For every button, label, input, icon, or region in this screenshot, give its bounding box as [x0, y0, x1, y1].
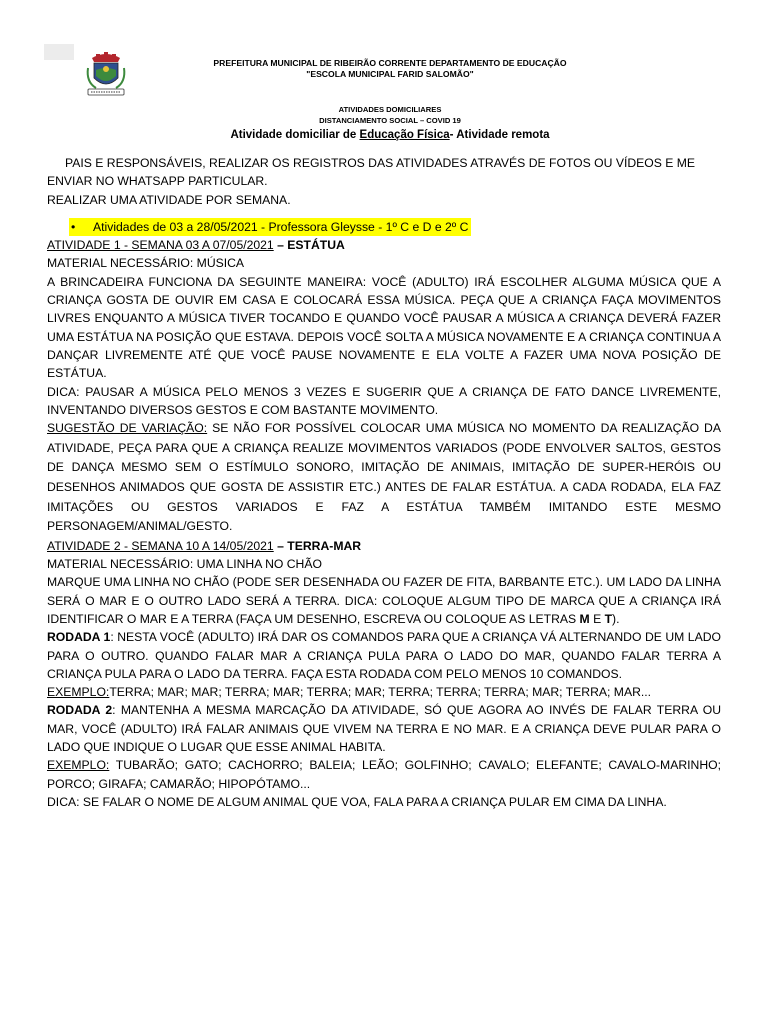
- activity1-heading-week: ATIVIDADE 1 - SEMANA 03 A 07/05/2021: [47, 238, 274, 253]
- page-title: [130, 129, 650, 141]
- activity2-heading-name: TERRA-MAR: [287, 538, 362, 553]
- activity1-variation: [47, 419, 721, 537]
- example2-label: EXEMPLO:: [47, 758, 110, 773]
- activity2-description: [47, 573, 721, 628]
- example1-label: EXEMPLO:: [47, 685, 110, 700]
- description-mid: E: [589, 611, 605, 626]
- frequency-paragraph: REALIZAR UMA ATIVIDADE POR SEMANA.: [47, 192, 291, 207]
- title-suffix: - Atividade remota: [449, 129, 550, 141]
- instructions-paragraph: PAIS E RESPONSÁVEIS, REALIZAR OS REGISTROS DAS ATIVIDADES ATRAVÉS DE FOTOS OU VÍDEOS E ME ENVIAR NO WHATSAPP PARTICULAR.: [47, 156, 696, 189]
- variation-label: SUGESTÃO DE VARIAÇÃO:: [47, 421, 208, 436]
- activity2-heading-sep: –: [273, 538, 288, 553]
- title-prefix: Atividade domiciliar de: [230, 129, 360, 141]
- round1-label: RODADA 1: [47, 630, 111, 645]
- letter-m: M: [579, 611, 590, 626]
- subheader-activities: ATIVIDADES DOMICILIARES: [338, 105, 442, 114]
- municipal-crest-icon: [82, 48, 130, 100]
- round2-text: : MANTENHA A MESMA MARCAÇÃO DA ATIVIDADE, SÓ QUE AGORA AO INVÉS DE FALAR TERRA OU MAR, VOCÊ (ADULTO) IRÁ FALAR ANIMAIS QUE VIVEM NA TERRA E NO MAR. E A CRIANÇA DEVE PULAR PARA O LADO QUE INDIQUE O LUGAR QUE ESSE ANIMAL HABITA.: [47, 703, 722, 754]
- activity2-heading-week: ATIVIDADE 2 - SEMANA 10 A 14/05/2021: [47, 538, 274, 553]
- document-header: [160, 58, 620, 80]
- header-school: "ESCOLA MUNICIPAL FARID SALOMÃO": [306, 69, 474, 79]
- example1-text: TERRA; MAR; MAR; TERRA; MAR; TERRA; MAR; TERRA; TERRA; TERRA; MAR; TERRA; MAR...: [109, 685, 652, 700]
- activity1-heading-sep: –: [273, 238, 288, 253]
- activity2-material: MATERIAL NECESSÁRIO: UMA LINHA NO CHÃO: [47, 557, 322, 572]
- activity2-round1: [47, 628, 721, 683]
- title-subject: Educação Física: [359, 129, 450, 141]
- document-body: [47, 154, 721, 811]
- bullet-icon: •: [71, 219, 76, 234]
- letter-t: T: [604, 611, 613, 626]
- activity2-tip: DICA: SE FALAR O NOME DE ALGUM ANIMAL QUE VOA, FALA PARA A CRIANÇA PULAR EM CIMA DA LINHA.: [47, 794, 667, 809]
- highlight-mark: [69, 218, 471, 236]
- example2-text: TUBARÃO; GATO; CACHORRO; BALEIA; LEÃO; GOLFINHO; CAVALO; ELEFANTE; CAVALO-MARINHO; PORCO; GIRAFA; CAMARÃO; HIPOPÓTAMO...: [47, 758, 721, 791]
- corner-placeholder-box: [44, 44, 74, 60]
- activity1-material: MATERIAL NECESSÁRIO: MÚSICA: [47, 256, 245, 271]
- activity2-example1: [47, 683, 721, 701]
- description-end: ).: [612, 611, 620, 626]
- activity1-description: A BRINCADEIRA FUNCIONA DA SEGUINTE MANEIRA: VOCÊ (ADULTO) IRÁ ESCOLHER ALGUMA MÚSICA QUE A CRIANÇA GOSTA DE OUVIR EM CASA E COLOCARÁ ESSA MÚSICA. PEÇA QUE A CRIANÇA FAÇA MOVIMENTOS LIVRES ENQUANTO A MÚSICA TIVER TOCANDO E QUANDO VOCÊ PAUSAR A MÚSICA A CRIANÇA DEVERÁ FAZER UMA ESTÁTUA NA POSIÇÃO QUE ESTAVA. DEPOIS VOCÊ SOLTA A MÚSICA NOVAMENTE E A CRIANÇA CONTINUA A DANÇAR LIVREMENTE ATÉ QUE VOCÊ PAUSE NOVAMENTE E ELA VOLTE A FAZER UMA NOVA POSIÇÃO DE ESTÁTUA.: [47, 274, 721, 381]
- activity1-tip: DICA: PAUSAR A MÚSICA PELO MENOS 3 VEZES E SUGERIR QUE A CRIANÇA DE FATO DANCE LIVREMENTE, INVENTANDO DIVERSOS GESTOS E COM BASTANTE MOVIMENTO.: [47, 384, 721, 417]
- activity2-heading: [47, 537, 721, 555]
- highlight-text: Atividades de 03 a 28/05/2021 - Professora Gleysse - 1º C e D e 2º C: [93, 219, 469, 234]
- header-department: PREFEITURA MUNICIPAL DE RIBEIRÃO CORRENTE DEPARTAMENTO DE EDUCAÇÃO: [213, 58, 567, 68]
- subheader-distancing: DISTANCIAMENTO SOCIAL – COVID 19: [319, 116, 461, 125]
- highlighted-list-item: [69, 218, 721, 236]
- description-pre: MARQUE UMA LINHA NO CHÃO (PODE SER DESENHADA OU FAZER DE FITA, BARBANTE ETC.). UM LADO DA LINHA SERÁ O MAR E O OUTRO LADO SERÁ A TERRA. DICA: COLOQUE ALGUM TIPO DE MARCA QUE A CRIANÇA IRÁ IDENTIFICAR O MAR E A TERRA (FAÇA UM DESENHO, ESCREVA OU COLOQUE AS LETRAS: [47, 575, 721, 626]
- document-subheader: [160, 104, 620, 126]
- activity1-heading: [47, 236, 721, 254]
- activity2-example2: [47, 756, 721, 793]
- round2-label: RODADA 2: [47, 703, 113, 718]
- activity2-round2: [47, 701, 721, 756]
- round1-text: : NESTA VOCÊ (ADULTO) IRÁ DAR OS COMANDOS PARA QUE A CRIANÇA VÁ ALTERNANDO DE UM LADO PARA O OUTRO. QUANDO FALAR MAR A CRIANÇA PULA PARA O LADO DO MAR, QUANDO FALAR TERRA A CRIANÇA PULA PARA O LADO DA TERRA. FAÇA ESTA RODADA COM PELO MENOS 10 COMANDOS.: [47, 630, 721, 681]
- activity1-heading-name: ESTÁTUA: [287, 238, 345, 253]
- variation-text: SE NÃO FOR POSSÍVEL COLOCAR UMA MÚSICA NO MOMENTO DA REALIZAÇÃO DA ATIVIDADE, PEÇA PARA QUE A CRIANÇA REALIZE MOVIMENTOS VARIADOS (PODE ENVOLVER SALTOS, GESTOS DE DANÇA MESMO SEM O ESTÍMULO SONORO, IMITAÇÃO DE ANIMAIS, IMITAÇÃO DE SUPER-HERÓIS OU DESENHOS ANIMADOS QUE GOSTA DE ASSISTIR ETC.) ANTES DE FALAR ESTÁTUA. A CADA RODADA, ELA FAZ IMITAÇÕES OU GESTOS VARIADOS E FAZ A ESTÁTUA TAMBÉM IMITANDO ESTE MESMO PERSONAGEM/ANIMAL/GESTO.: [47, 421, 721, 534]
